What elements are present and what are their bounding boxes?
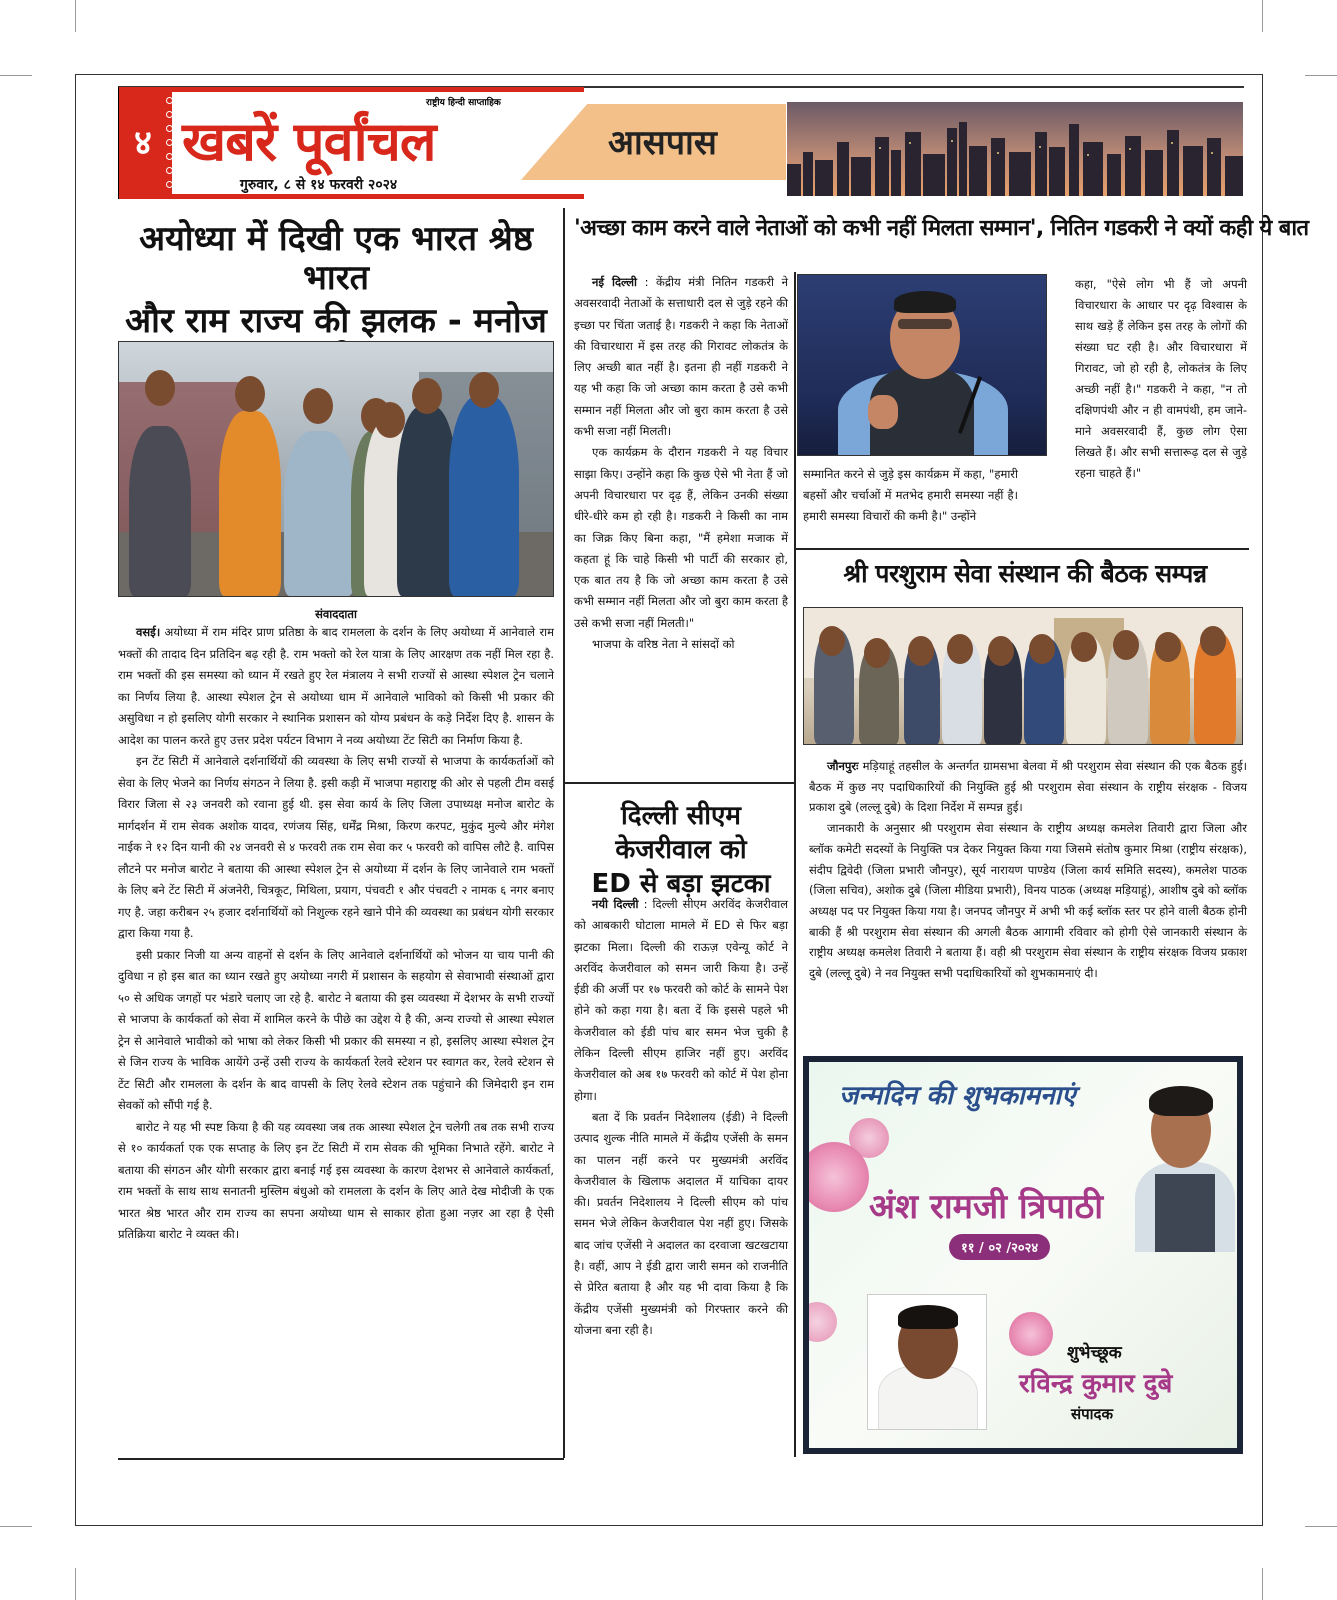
page-number: ४ — [134, 123, 152, 163]
birthday-advert — [803, 1056, 1243, 1454]
birthday-title: जन्मदिन की शुभकामनाएं — [839, 1081, 1076, 1111]
parshuram-paragraph: मड़ियाहूं तहसील के अन्तर्गत ग्रामसभा बेलवा में श्री परशुराम सेवा संस्थान की एक बैठक हुई। बैठक में कुछ नए पदाधिकारियों की नियुक्ति हुई श्री परशुराम सेवा संस्थान के राष्ट्रीय संरक्षक - विजय प्रकाश दुबे (लल्लू दुबे) के दिशा निर्देश में सम्पन्न हुई। — [809, 759, 1247, 815]
wisher-photo — [867, 1294, 987, 1430]
gadkari-paragraph: एक कार्यक्रम के दौरान गडकरी ने यह विचार साझा किए। उन्होंने कहा कि कुछ ऐसे भी नेता हैं जो अपनी विचारधारा पर दृढ़ हैं, लेकिन उनकी संख्या धीरे-धीरे कम हो रही है। गडकरी ने किसी का नाम का जिक्र किए बिना कहा, "मैं हमेशा मजाक में कहता हूं कि चाहे किसी भी पार्टी की सरकार हो, एक बात तय है कि जो अच्छा काम करता है उसे कभी सम्मान नहीं मिलता और जो बुरा काम करता है उसे कभी सजा नहीं मिलती।" — [574, 445, 788, 630]
masthead-dots — [164, 90, 174, 195]
wisher-role: संपादक — [1071, 1405, 1114, 1423]
paper-name: खबरें पूर्वांचल — [182, 109, 436, 173]
section-rule — [794, 548, 1249, 550]
wisher-name: रविन्द्र कुमार दुबे — [1019, 1369, 1173, 1399]
gadkari-paragraph: कहा, "ऐसे लोग भी हैं जो अपनी विचारधारा के आधार पर दृढ़ विश्वास के साथ खड़े हैं लेकिन इस तरह के लोगों की संख्या घट रही है। और विचारधारा में गिरावट, जो हो रही है, लोकतंत्र के लिए अच्छी नहीं है।" गडकरी ने कहा, "न तो दक्षिणपंथी और न ही वामपंथी, हम जाने-माने अवसरवादी हैं, कुछ लोग ऐसा लिखते हैं। और सभी सत्तारूढ़ दल से जुड़े रहना चाहते हैं।" — [1075, 277, 1247, 480]
kejriwal-headline-line2: ED से बड़ा झटका — [591, 868, 771, 899]
crop-mark — [1262, 1568, 1263, 1600]
crop-mark — [0, 75, 32, 76]
kejriwal-paragraph: बता दें कि प्रवर्तन निदेशालय (ईडी) ने दिल्ली उत्पाद शुल्क नीति मामले में केंद्रीय एजेंसी के समन का पालन नहीं करने पर मुख्यमंत्री अरविंद केजरीवाल के खिलाफ अदालत में याचिका दायर की। प्रवर्तन निदेशालय ने दिल्ली सीएम को पांच समन भेजे लेकिन केजरीवाल पेश नहीं हुए। जिसके बाद जांच एजेंसी ने अदालत का दरवाजा खटखटाया है। वहीं, आप ने ईडी द्वारा जारी समन को राजनीति से प्रेरित बताया है और यह भी दावा किया है कि केंद्रीय एजेंसी मुख्यमंत्री को गिरफ्तार करने की योजना बना रही है। — [574, 1109, 788, 1337]
gadkari-headline: 'अच्छा काम करने वाले नेताओं को कभी नहीं मिलता सम्मान', नितिन गडकरी ने क्यों कही ये बात — [574, 216, 1309, 241]
parshuram-group-photo — [803, 607, 1243, 745]
crop-mark — [75, 0, 76, 32]
ayodhya-headline-line1: अयोध्या में दिखी एक भारत श्रेष्ठ भारत — [139, 219, 533, 299]
parshuram-headline: श्री परशुराम सेवा संस्थान की बैठक सम्पन्न — [843, 559, 1207, 588]
ayodhya-paragraph: बारोट ने यह भी स्पष्ट किया है की यह व्यवस्था जब तक आस्था स्पेशल ट्रेन चलेगी तब तक सभी राज्य से १० कार्यकर्ता एक एक सप्ताह के लिए इन टेंट सिटी में राम सेवक की भूमिका निभाते रहेंगे. बारोट ने बताया की संगठन और योगी सरकार द्वारा बनाई गई इस व्यवस्था के कारण देशभर से आनेवाले कार्यकर्ता, राम भक्तों के साथ साथ सनातनी मुस्लिम बंधुओ को रामलला के दर्शन के लिए आते देख मोदीजी के एक भारत श्रेष्ठ भारत और राम राज्य का सपना अयोध्या धाम से साकार होता हुआ नज़र आ रहा है ऐसी प्रतिक्रिया बारोट ने व्यक्त की। — [118, 1119, 554, 1241]
column-rule — [563, 208, 565, 1458]
parshuram-body — [809, 756, 1247, 984]
bottom-rule — [118, 1458, 564, 1460]
flower-decoration — [1009, 1312, 1053, 1356]
gadkari-paragraph: भाजपा के वरिष्ठ नेता ने सांसदों को — [592, 637, 735, 652]
birthday-date: ११ / ०२ /२०२४ — [949, 1234, 1050, 1260]
ayodhya-group-photo — [118, 341, 554, 597]
parshuram-paragraph: जानकारी के अनुसार श्री परशुराम सेवा संस्थान के राष्ट्रीय अध्यक्ष कमलेश तिवारी द्वारा जिला और ब्लॉक कमेटी सदस्यों के नियुक्ति पत्र देकर नियुक्त किया गया जिसमे संतोष कुमार मिश्रा (राष्ट्रीय संरक्षक), संदीप द्विवेदी (जिला प्रभारी जौनपुर), सूर्य नारायण पाण्डेय (जिला कार्य समिति सदस्य), कमलेश पाठक (जिला सचिव), अशोक दुबे (जिला मीडिया प्रभारी), विनय पाठक (अध्यक्ष मड़ियाहूं), आशीष दुबे को ब्लॉक अध्यक्ष पद पर नियुक्त किया गया है। जनपद जौनपुर में अभी भी कई ब्लॉक स्तर पर होने वाली बैठक होनी बाकी हैं श्री परशुराम सेवा संस्थान की अगली बैठक आगामी रविवार को होगी ऐसे जानकारी संस्थान के राष्ट्रीय अध्यक्ष कमलेश तिवारी ने बताया हैं। वही श्री परशुराम सेवा संस्थान के राष्ट्रीय संरक्षक विजय प्रकाश दुबे (लल्लू दुबे) ने नव नियुक्त सभी पदाधिकारियों को शुभकामनाएं दी। — [809, 821, 1247, 981]
column-rule — [794, 272, 796, 1457]
gadkari-photo — [797, 274, 1047, 456]
crop-mark — [1305, 1526, 1337, 1527]
crop-mark — [0, 1526, 32, 1527]
crop-mark — [75, 1568, 76, 1600]
section-rule — [563, 782, 795, 784]
parshuram-dateline: जौनपुरः — [827, 759, 859, 773]
ayodhya-paragraph: इसी प्रकार निजी या अन्य वाहनों से दर्शन के लिए आनेवाले दर्शनार्थियों को भोजन या चाय पानी की दुविधा न हो इस बात का ध्यान रखते हुए अयोध्या नगरी में प्रशासन के सहयोग से सेवाभावी संस्थाओं द्वारा ५० से अधिक जगहों पर भंडारे चलाए जा रहे है. बारोट ने बताया की इस व्यवस्था में देशभर के सभी राज्यों से भाजपा के कार्यकर्ता को सेवा में शामिल करने के पीछे का उद्देश ये है की, अन्य राज्यो से आस्था स्पेशल ट्रेन से आनेवाले भावीको को भाषा को लेकर किसी भी प्रकार की समस्या न हो, इसलिए आस्था स्पेशल ट्रेन से जिन राज्य के भाविक आयेंगे उन्हें उसी राज्य के कार्यकर्ता रेलवे स्टेशन पर स्वागत कर, रेलवे स्टेशन से टेंट सिटी और रामलला के दर्शन के बाद वापसी के लिए रेलवे स्टेशन तक पहुंचाने की जिमेदारी इन राम सेवकों को सौंपी गई है. — [118, 947, 554, 1112]
kejriwal-dateline: नयी दिल्ली — [592, 897, 639, 911]
crop-mark — [1262, 0, 1263, 32]
paper-tagline: राष्ट्रीय हिन्दी साप्ताहिक — [426, 98, 501, 108]
crop-mark — [1305, 75, 1337, 76]
gadkari-column-2 — [803, 464, 1018, 527]
ayodhya-body — [118, 622, 554, 1246]
kejriwal-headline-line1: दिल्ली सीएम केजरीवाल को — [615, 801, 747, 865]
ayodhya-dateline: वसई। — [136, 625, 161, 639]
birthday-person-photo — [1125, 1082, 1237, 1252]
city-skyline-image — [787, 102, 1243, 196]
gadkari-column-3 — [1075, 274, 1247, 484]
ayodhya-paragraph: इन टेंट सिटी में आनेवाले दर्शनार्थियों की व्यवस्था के लिए सभी राज्यों से भाजपा के कार्यकर्ताओं को सेवा के लिए भेजने का निर्णय संगठन ने लिया है. इसी कड़ी में भाजपा महाराष्ट्र की ओर से पहली टीम वसई विरार जिला से २३ जनवरी को रवाना हुई थी. इस सेवा कार्य के लिए जिला उपाध्यक्ष मनोज बारोट के मार्गदर्शन में राम सेवक अशोक यादव, रणंजय सिंह, धर्मेंद्र मिश्रा, किरण करपट, मुकुंद मुल्ये और मंगेश नाईक ने १२ दिन यानी की २४ जनवरी से ४ फरवरी तक राम सेवा कर ५ फरवरी को वापिस लौटे है. वापिस लौटने पर मनोज बारोट ने बताया की आस्था स्पेशल ट्रेन से अयोध्या में दर्शन के लिए जानेवाले राम भक्तों के लिए बने टेंट सिटी में अंजनेरी, चित्रकूट, मिथिला, प्रयाग, पंचवटी १ और पंचवटी २ नामक ६ नगर बनाए गए है. जहा करीबन २५ हजार दर्शनार्थियों को निशुल्क रहने खाने पीने की व्यवस्था का प्रबंधन योगी सरकार द्वारा किया गया है. — [118, 754, 554, 940]
ayodhya-byline: संवाददाता — [315, 607, 357, 621]
kejriwal-headline — [574, 800, 788, 901]
gadkari-dateline: नई दिल्ली — [592, 275, 638, 289]
gadkari-column-1 — [574, 272, 788, 655]
flower-decoration — [849, 1118, 889, 1158]
flower-decoration — [803, 1302, 837, 1342]
ayodhya-paragraph: अयोध्या में राम मंदिर प्राण प्रतिष्ठा के बाद रामलला के दर्शन के लिए अयोध्या में आनेवाले राम भक्तों की तादाद दिन प्रतिदिन बढ़ रही है. राम भक्तो को रेल यात्रा के लिए आरक्षण तक नहीं मिल रहा है. राम भक्तों की इस समस्या को ध्यान में रखते हुए रेल मंत्रालय ने सभी राज्यों से आस्था स्पेशल ट्रेन चलाने का निर्णय लिया है. आस्था स्पेशल ट्रेन से अयोध्या धाम में आनेवाले भाविको को किसी भी प्रकार की असुविधा न हो इसलिए योगी सरकार ने स्थानिक प्रशासन को योग्य प्रबंधन के कड़े निर्देश दिए है. शासन के आदेश का पालन करते हुए उत्तर प्रदेश पर्यटन विभाग ने नव्य अयोध्या टेंट सिटी का निर्माण किया है. — [118, 625, 554, 747]
kejriwal-paragraph: : दिल्ली सीएम अरविंद केजरीवाल को आबकारी घोटाला मामले में ED से फिर बड़ा झटका मिला। दिल्ली की राऊज़ एवेन्यू कोर्ट ने अरविंद केजरीवाल को समन जारी किया है। उन्हें ईडी की अर्जी पर १७ फरवरी को कोर्ट के सामने पेश होने को कहा गया है। बता दें कि इससे पहले भी केजरीवाल को ईडी पांच बार समन भेज चुकी है लेकिन दिल्ली सीएम हाजिर नहीं हुए। अरविंद केजरीवाल को अब १७ फरवरी को कोर्ट में पेश होना होगा। — [574, 897, 788, 1103]
issue-date: गुरुवार, ८ से १४ फरवरी २०२४ — [240, 177, 398, 193]
gadkari-paragraph: सम्मानित करने से जुड़े इस कार्यक्रम में कहा, "हमारी बहसों और चर्चाओं में मतभेद हमारी समस्या नहीं है। हमारी समस्या विचारों की कमी है।" उन्होंने — [803, 467, 1018, 523]
birthday-name: अंश रामजी त्रिपाठी — [869, 1187, 1104, 1227]
section-title: आसपास — [608, 123, 717, 163]
gadkari-paragraph: : केंद्रीय मंत्री नितिन गडकरी ने अवसरवादी नेताओं के सत्ताधारी दल से जुड़े रहने की इच्छा पर चिंता जताई है। गडकरी ने कहा कि नेताओं की विचारधारा में इस तरह की गिरावट लोकतंत्र के लिए अच्छी बात नहीं है। इतना ही नहीं गडकरी ने यह भी कहा कि जो अच्छा काम करता है उसे कभी सम्मान नहीं मिलता और जो बुरा काम करता है उसे कभी सजा नहीं मिलती। — [574, 275, 788, 439]
kejriwal-body — [574, 894, 788, 1341]
wisher-label: शुभेच्छूक — [1067, 1343, 1122, 1363]
ayodhya-headline-line2: और राम राज्य की झलक - मनोज — [125, 301, 547, 342]
